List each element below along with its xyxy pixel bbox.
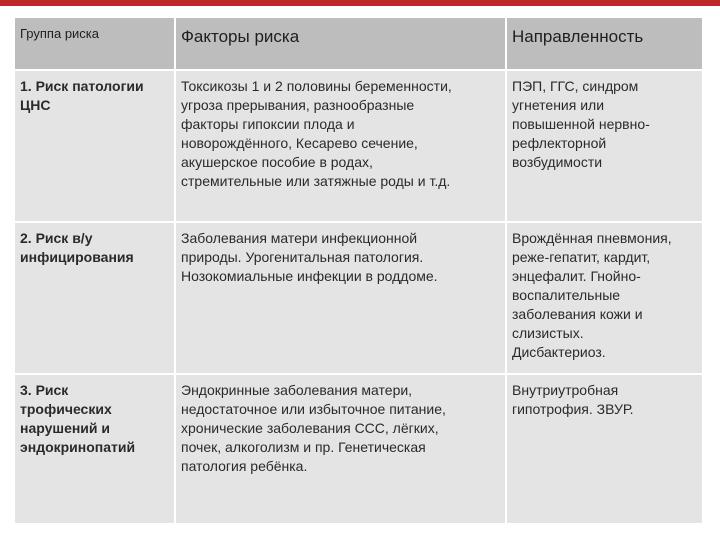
header-risk-group: Группа риска [15, 18, 174, 69]
direction-cell: Внутриутробная гипотрофия. ЗВУР. [507, 375, 702, 523]
header-risk-factors: Факторы риска [176, 18, 505, 69]
table-row [15, 223, 702, 373]
risk-factors-cell: Токсикозы 1 и 2 половины беременности, угроза прерывания, разнообразные факторы гипоксии плода и новорождённого, Кесарево сечение, акушерское пособие в родах, стремительные или затяжные роды и т.д. [176, 71, 505, 221]
direction-cell: ПЭП, ГГС, синдром угнетения или повышенной нервно- рефлекторной возбудимости [507, 71, 702, 221]
risk-group-cell: 1. Риск патологии ЦНС [15, 71, 174, 221]
direction-cell: Врождённая пневмония, реже-гепатит, кардит, энцефалит. Гнойно- воспалительные заболевания кожи и слизистых. Дисбактериоз. [507, 223, 702, 373]
risk-factors-cell: Заболевания матери инфекционной природы. Урогенитальная патология. Нозокомиальные инфекции в роддоме. [176, 223, 505, 373]
accent-bar [0, 0, 720, 6]
header-direction: Направленность [507, 18, 702, 69]
table-row [15, 375, 702, 523]
risk-group-cell: 3. Риск трофических нарушений и эндокринопатий [15, 375, 174, 523]
risk-group-cell: 2. Риск в/у инфицирования [15, 223, 174, 373]
table-row [15, 71, 702, 221]
risk-factors-cell: Эндокринные заболевания матери, недостаточное или избыточное питание, хронические заболевания ССС, лёгких, почек, алкоголизм и пр. Генетическая патология ребёнка. [176, 375, 505, 523]
table-header-row [15, 18, 702, 69]
risk-table [13, 16, 704, 525]
